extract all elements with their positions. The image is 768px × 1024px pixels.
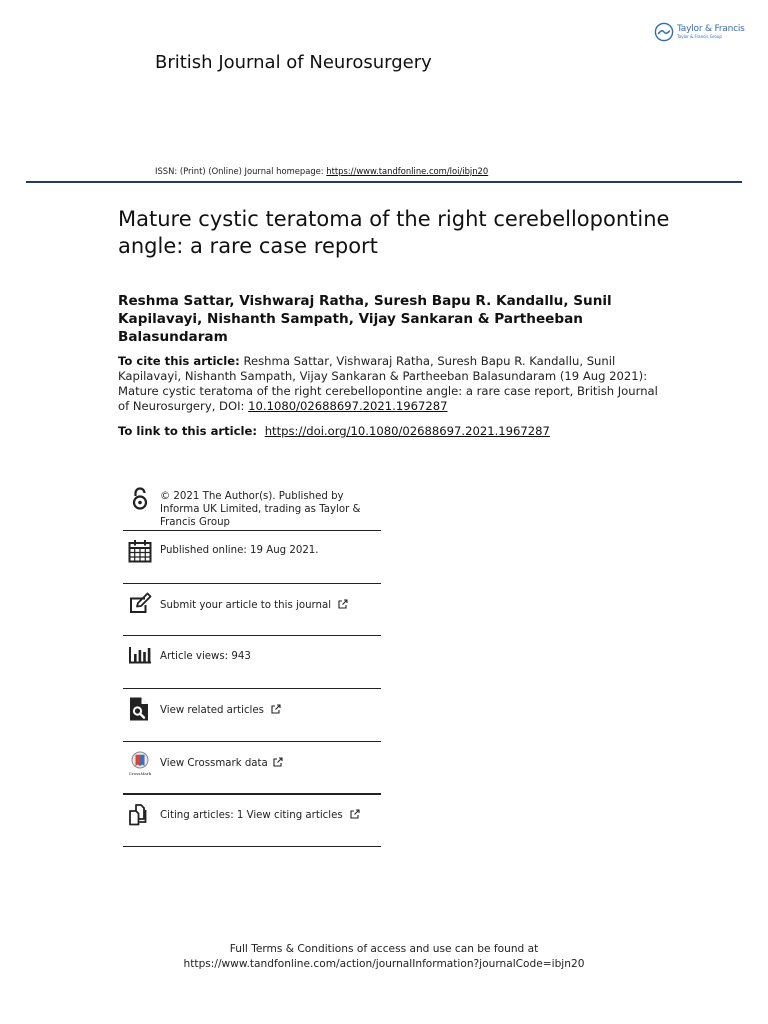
issn-text: ISSN: (Print) (Online) Journal homepage: bbox=[155, 166, 327, 176]
submit-article-link[interactable]: Submit your article to this journal bbox=[160, 600, 332, 611]
citation-label: To cite this article: bbox=[118, 354, 240, 368]
journal-homepage-link[interactable]: https://www.tandfonline.com/loi/ibjn20 bbox=[326, 166, 489, 176]
citing-articles-row[interactable] bbox=[123, 795, 381, 846]
copyright-text: © 2021 The Author(s). Published by Informa UK Limited, trading as Taylor & Francis Group bbox=[160, 491, 361, 528]
external-link-icon bbox=[338, 599, 348, 609]
crossmark-badge-label: CrossMark bbox=[128, 771, 152, 776]
footer-terms-text: Full Terms & Conditions of access and use can be found at bbox=[229, 943, 539, 955]
citation-block bbox=[118, 354, 658, 414]
external-link-icon bbox=[273, 757, 283, 767]
published-row bbox=[123, 531, 381, 583]
submit-article-row[interactable] bbox=[123, 584, 381, 636]
crossmark-link[interactable]: View Crossmark data bbox=[160, 758, 268, 769]
taylor-francis-logo-icon bbox=[654, 22, 674, 42]
footer-terms-url[interactable]: https://www.tandfonline.com/action/journalInformation?journalCode=ibjn20 bbox=[183, 958, 585, 970]
bar-chart-icon bbox=[127, 642, 153, 668]
crossmark-icon bbox=[127, 750, 153, 776]
row-divider bbox=[123, 846, 381, 847]
link-label: To link to this article: bbox=[118, 424, 262, 438]
article-url-link[interactable]: https://doi.org/10.1080/02688697.2021.1967287 bbox=[264, 424, 550, 438]
article-authors: Reshma Sattar, Vishwaraj Ratha, Suresh Bapu R. Kandallu, Sunil Kapilavayi, Nishanth Sampath, Vijay Sankaran & Partheeban Balasundaram bbox=[118, 293, 612, 345]
doi-link[interactable]: 10.1080/02688697.2021.1967287 bbox=[248, 399, 448, 413]
article-views-row bbox=[123, 636, 381, 688]
calendar-icon bbox=[127, 538, 153, 564]
citation-text: Reshma Sattar, Vishwaraj Ratha, Suresh Bapu R. Kandallu, Sunil Kapilavayi, Nishanth Sampath, Vijay Sankaran & Partheeban Balasundaram (19 Aug 2021): Mature cystic teratoma of the right cerebellopontine angle: a rare case report, British Journal of Neurosurgery, DOI: bbox=[118, 354, 658, 413]
published-date-text: Published online: 19 Aug 2021. bbox=[160, 545, 319, 556]
issn-line bbox=[155, 166, 488, 176]
article-title: Mature cystic teratoma of the right cerebellopontine angle: a rare case report bbox=[118, 207, 670, 258]
external-link-icon bbox=[350, 809, 360, 819]
copyright-row bbox=[123, 484, 381, 530]
article-link-line bbox=[118, 424, 550, 438]
footer bbox=[0, 942, 768, 972]
document-search-icon bbox=[127, 696, 153, 722]
related-articles-row[interactable] bbox=[123, 689, 381, 741]
related-articles-link[interactable]: View related articles bbox=[160, 705, 264, 716]
edit-icon bbox=[127, 591, 153, 617]
citing-articles-link[interactable]: Citing articles: 1 View citing articles bbox=[160, 810, 343, 821]
publisher-name: Taylor & Francis bbox=[677, 24, 745, 34]
crossmark-row[interactable] bbox=[123, 742, 381, 794]
article-views-text: Article views: 943 bbox=[160, 651, 251, 662]
journal-title: British Journal of Neurosurgery bbox=[155, 52, 432, 73]
external-link-icon bbox=[271, 704, 281, 714]
publisher-subline: Taylor & Francis Group bbox=[677, 34, 722, 39]
open-access-icon bbox=[127, 486, 153, 512]
citing-articles-icon bbox=[127, 802, 153, 828]
header-divider bbox=[26, 181, 742, 183]
publisher-logo bbox=[654, 22, 745, 42]
